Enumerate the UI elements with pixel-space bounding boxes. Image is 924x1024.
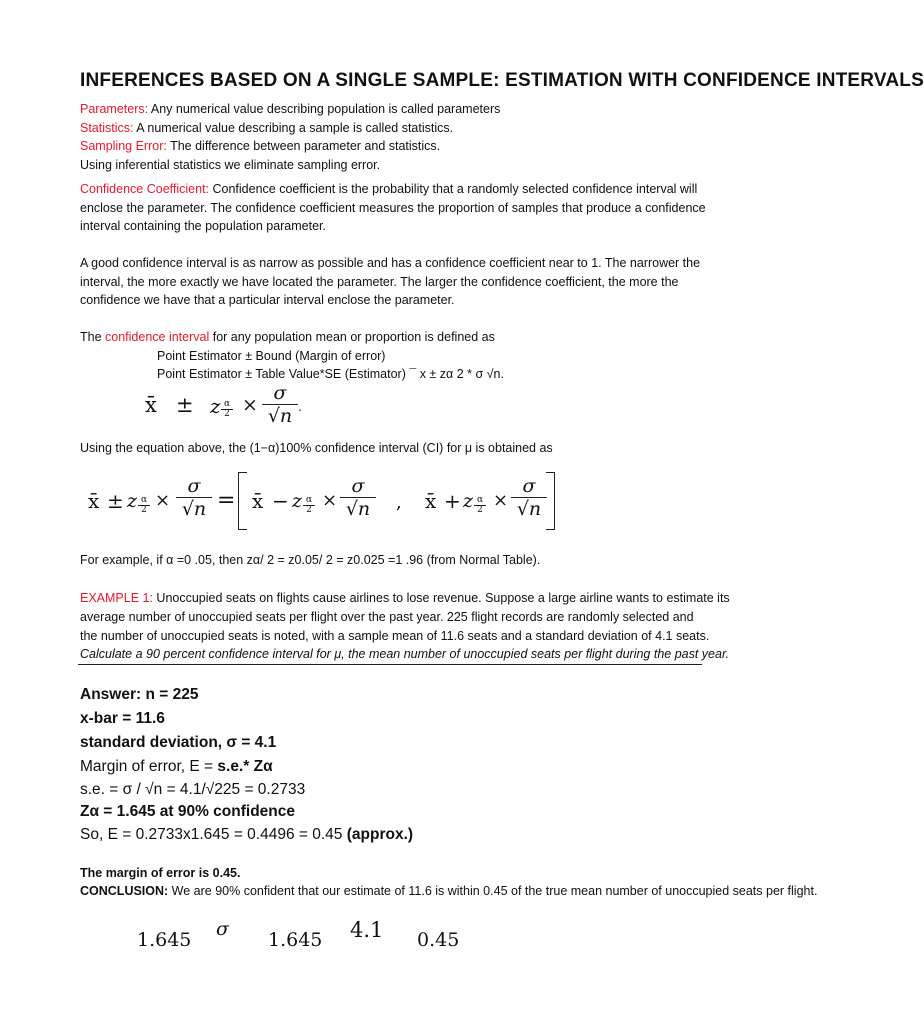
answer-sd: standard deviation, σ = 4.1	[80, 734, 277, 751]
definition-text: Confidence coefficient is the probability that a randomly selected confidence interval will	[209, 182, 698, 196]
definition-term: Parameters:	[80, 102, 149, 116]
plus-symbol: +	[444, 489, 461, 513]
comma-symbol: ,	[396, 492, 402, 513]
estimator-line-1: Point Estimator ± Bound (Margin of error)	[157, 349, 386, 363]
equation-intro: Using the equation above, the (1−α)100% confidence interval (CI) for μ is obtained as	[80, 441, 553, 455]
answer-n: Answer: n = 225	[80, 686, 199, 703]
example-1-line-1	[80, 589, 730, 607]
alpha-over-two	[138, 496, 150, 515]
alpha: α	[305, 495, 313, 505]
answer-so	[80, 824, 413, 846]
conclusion-text: We are 90% confident that our estimate of 11.6 is within 0.45 of the true mean number of unoccupied seats per flight.	[168, 884, 818, 898]
sqrt-n: √n	[267, 405, 293, 427]
conclusion-label: CONCLUSION:	[80, 884, 169, 898]
left-bracket	[238, 472, 247, 530]
sigma: σ	[351, 475, 365, 497]
sigma-over-sqrt-n	[176, 475, 212, 520]
definition-text: A numerical value describing a sample is called statistics.	[133, 121, 454, 135]
example-1-question: Calculate a 90 percent confidence interval for μ, the mean number of unoccupied seats per flight during the past year.	[80, 647, 730, 661]
alpha-over-two	[303, 496, 315, 515]
alpha: α	[223, 399, 231, 409]
times-symbol: ×	[322, 490, 338, 511]
answer-margin	[80, 756, 273, 778]
right-bracket	[546, 472, 555, 530]
definition-statistics	[80, 119, 453, 137]
margin-text: Margin of error, E =	[80, 758, 218, 775]
example-text: Unoccupied seats on flights cause airlines to lose revenue. Suppose a large airline wants to estimate its	[152, 591, 730, 605]
answer-z: Zα = 1.645 at 90% confidence	[80, 803, 295, 820]
sigma-over-sqrt-n	[340, 475, 376, 520]
ci-definition	[80, 328, 495, 346]
divider-line	[78, 664, 702, 665]
sqrt-n: √n	[181, 498, 207, 520]
sigma: σ	[216, 918, 229, 940]
example-1-line-3: the number of unoccupied seats is noted, with a sample mean of 11.6 seats and a standard deviation of 4.1 seats.	[80, 629, 710, 643]
alpha-over-two	[474, 496, 486, 515]
z-symbol: z	[210, 394, 221, 418]
answer-xbar: x-bar = 11.6	[80, 710, 165, 727]
plus-minus-symbol: ±	[176, 393, 194, 417]
ci-post: for any population mean or proportion is defined as	[209, 330, 495, 344]
conclusion-line	[80, 882, 817, 900]
definition-parameters	[80, 100, 500, 118]
margin-formula: s.e.* Zα	[217, 758, 273, 775]
plus-minus-symbol: ±	[107, 489, 124, 513]
margin-result: The margin of error is 0.45.	[80, 866, 241, 880]
xbar-symbol: x̄	[88, 489, 100, 513]
two: 2	[477, 505, 483, 515]
ci-term: confidence interval	[105, 330, 210, 344]
definition-sampling-error	[80, 137, 440, 155]
alpha-over-two	[221, 400, 233, 419]
sqrt-n: √n	[345, 498, 371, 520]
so-text: So, E = 0.2733x1.645 = 0.4496 = 0.45	[80, 826, 347, 843]
good-interval-line-2: interval, the more exactly we have located the parameter. The larger the confidence coefficient, the more the	[80, 275, 679, 289]
inferential-statement: Using inferential statistics we eliminate sampling error.	[80, 158, 381, 172]
sigma: σ	[187, 475, 201, 497]
value-d: 0.45	[417, 929, 460, 951]
definition-term: Sampling Error:	[80, 139, 167, 153]
xbar-symbol: x̄	[145, 393, 157, 417]
times-symbol: ×	[493, 490, 509, 511]
xbar-symbol: x̄	[252, 489, 264, 513]
good-interval-line-1: A good confidence interval is as narrow as possible and has a confidence coefficient near to 1. The narrower the	[80, 256, 701, 270]
good-interval-line-3: confidence we have that a particular interval enclose the parameter.	[80, 293, 455, 307]
definition-term: Statistics:	[80, 121, 134, 135]
value-c: 4.1	[350, 918, 384, 942]
confidence-coefficient-line-3: interval containing the population parameter.	[80, 219, 326, 233]
two: 2	[224, 409, 230, 419]
z-symbol: z	[127, 490, 138, 512]
definition-term: Confidence Coefficient:	[80, 182, 210, 196]
z-symbol: z	[463, 490, 474, 512]
minus-symbol: −	[272, 489, 289, 513]
ci-pre: The	[80, 330, 106, 344]
sigma-over-sqrt-n	[511, 475, 547, 520]
z-symbol: z	[292, 490, 303, 512]
definition-text: Any numerical value describing population is called parameters	[148, 102, 501, 116]
sigma: σ	[273, 382, 287, 404]
times-symbol: ×	[155, 490, 171, 511]
times-symbol: ×	[242, 394, 258, 416]
sigma: σ	[522, 475, 536, 497]
xbar-symbol: x̄	[425, 489, 437, 513]
two: 2	[141, 505, 147, 515]
formula-dot: .	[298, 400, 302, 414]
page-title: INFERENCES BASED ON A SINGLE SAMPLE: ESTIMATION WITH CONFIDENCE INTERVALS	[80, 70, 924, 91]
sqrt-n: √n	[516, 498, 542, 520]
two: 2	[306, 505, 312, 515]
example-label: EXAMPLE 1:	[80, 591, 153, 605]
example-alpha-line: For example, if α =0 .05, then zα/ 2 = z0.05/ 2 = z0.025 =1 .96 (from Normal Table).	[80, 553, 541, 567]
so-approx: (approx.)	[346, 826, 414, 843]
definition-text: The difference between parameter and statistics.	[166, 139, 441, 153]
estimator-line-2: Point Estimator ± Table Value*SE (Estimator) ¯ x ± zα 2 * σ √n.	[157, 367, 504, 381]
equals-symbol: =	[217, 488, 236, 513]
confidence-coefficient-line-1	[80, 180, 697, 198]
value-b: 1.645	[268, 929, 323, 951]
sigma-over-sqrt-n	[262, 382, 298, 427]
value-a: 1.645	[137, 929, 192, 951]
answer-se: s.e. = σ / √n = 4.1/√225 = 0.2733	[80, 781, 306, 798]
confidence-coefficient-line-2: enclose the parameter. The confidence coefficient measures the proportion of samples that produce a confidence	[80, 201, 706, 215]
alpha: α	[140, 495, 148, 505]
alpha: α	[476, 495, 484, 505]
example-1-line-2: average number of unoccupied seats per flight over the past year. 225 flight records are randomly selected and	[80, 610, 694, 624]
